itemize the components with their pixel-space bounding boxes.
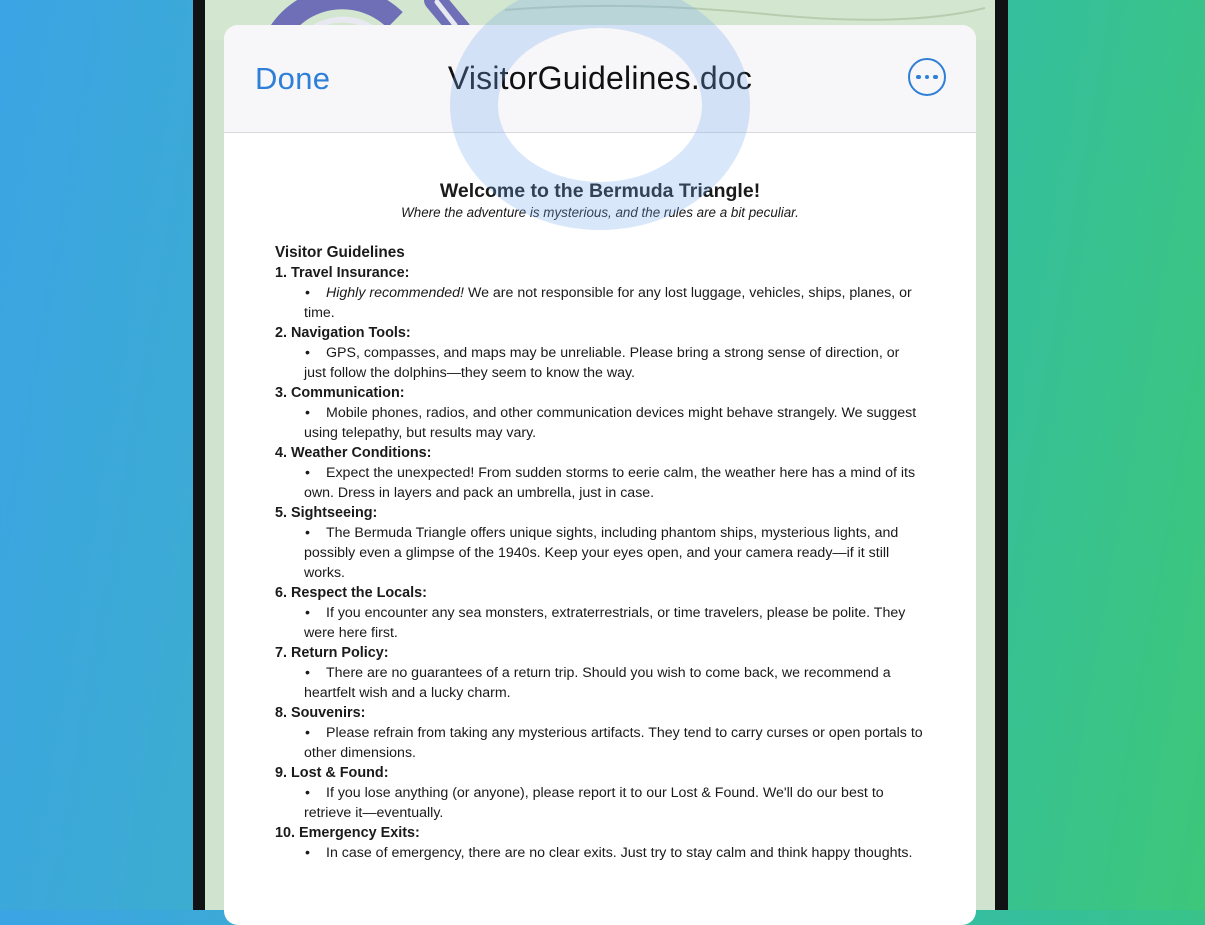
guideline-title: 1. Travel Insurance:	[275, 265, 410, 281]
guideline-text: Please refrain from taking any mysterious artifacts. They tend to carry curses or open portals to other dimensions.	[304, 725, 923, 761]
guideline-item	[275, 823, 925, 863]
guideline-text: Expect the unexpected! From sudden storms to eerie calm, the weather here has a mind of its own. Dress in layers and pack an umbrella, just in case.	[304, 465, 916, 501]
guideline-title: 5. Sightseeing:	[275, 505, 378, 521]
guideline-item	[275, 263, 925, 323]
guideline-bullet	[275, 403, 925, 443]
guideline-title: 10. Emergency Exits:	[275, 825, 420, 841]
bullet-icon: •	[305, 665, 310, 681]
guideline-emphasis: Highly recommended!	[326, 285, 464, 301]
done-button[interactable]: Done	[255, 61, 331, 96]
guideline-bullet	[275, 843, 925, 863]
guideline-title: 2. Navigation Tools:	[275, 325, 411, 341]
guideline-item	[275, 443, 925, 503]
navigation-bar	[224, 25, 976, 133]
document-heading: Welcome to the Bermuda Triangle!	[439, 180, 761, 202]
guideline-item	[275, 383, 925, 443]
guideline-bullet	[275, 283, 925, 323]
document-subheading: Where the adventure is mysterious, and the rules are a bit peculiar.	[401, 205, 799, 220]
guideline-title: 6. Respect the Locals:	[275, 585, 427, 601]
guideline-title: 3. Communication:	[275, 385, 405, 401]
guideline-text: There are no guarantees of a return trip. Should you wish to come back, we recommend a heartfelt wish and a lucky charm.	[304, 665, 891, 701]
bullet-icon: •	[305, 785, 310, 801]
bullet-icon: •	[305, 345, 310, 361]
guideline-item	[275, 763, 925, 823]
guideline-text: The Bermuda Triangle offers unique sights, including phantom ships, mysterious lights, and possibly even a glimpse of the 1940s. Keep your eyes open, and your camera ready—if it still works.	[304, 525, 899, 581]
ellipsis-circle-icon[interactable]	[908, 58, 946, 96]
guideline-text: We are not responsible for any lost luggage, vehicles, ships, planes, or time.	[304, 285, 912, 321]
section-title: Visitor Guidelines	[275, 244, 405, 261]
bullet-icon: •	[305, 285, 310, 301]
guideline-title: 9. Lost & Found:	[275, 765, 389, 781]
guideline-item	[275, 703, 925, 763]
guideline-title: 4. Weather Conditions:	[275, 445, 432, 461]
guideline-bullet	[275, 603, 925, 643]
guideline-text: If you encounter any sea monsters, extraterrestrials, or time travelers, please be polite. They were here first.	[304, 605, 906, 641]
guideline-text: GPS, compasses, and maps may be unreliable. Please bring a strong sense of direction, or just follow the dolphins—they seem to know the way.	[304, 345, 900, 381]
guideline-item	[275, 583, 925, 643]
bullet-icon: •	[305, 605, 310, 621]
bullet-icon: •	[305, 465, 310, 481]
guideline-bullet	[275, 343, 925, 383]
guideline-text: In case of emergency, there are no clear exits. Just try to stay calm and think happy thoughts.	[326, 845, 913, 861]
guideline-title: 7. Return Policy:	[275, 645, 389, 661]
bullet-icon: •	[305, 845, 310, 861]
document-body	[275, 178, 925, 863]
guideline-bullet	[275, 523, 925, 583]
document-title: VisitorGuidelines.doc	[447, 60, 753, 96]
guideline-bullet	[275, 783, 925, 823]
guideline-item	[275, 323, 925, 383]
guideline-text: If you lose anything (or anyone), please report it to our Lost & Found. We'll do our best to retrieve it—eventually.	[304, 785, 884, 821]
bullet-icon: •	[305, 525, 310, 541]
guideline-bullet	[275, 723, 925, 763]
guideline-bullet	[275, 463, 925, 503]
guideline-text: Mobile phones, radios, and other communication devices might behave strangely. We suggest using telepathy, but results may vary.	[304, 405, 917, 441]
bullet-icon: •	[305, 405, 310, 421]
guideline-title: 8. Souvenirs:	[275, 705, 366, 721]
guideline-item	[275, 503, 925, 583]
guideline-item	[275, 643, 925, 703]
guideline-bullet	[275, 663, 925, 703]
bullet-icon: •	[305, 725, 310, 741]
document-preview-sheet	[224, 25, 976, 925]
